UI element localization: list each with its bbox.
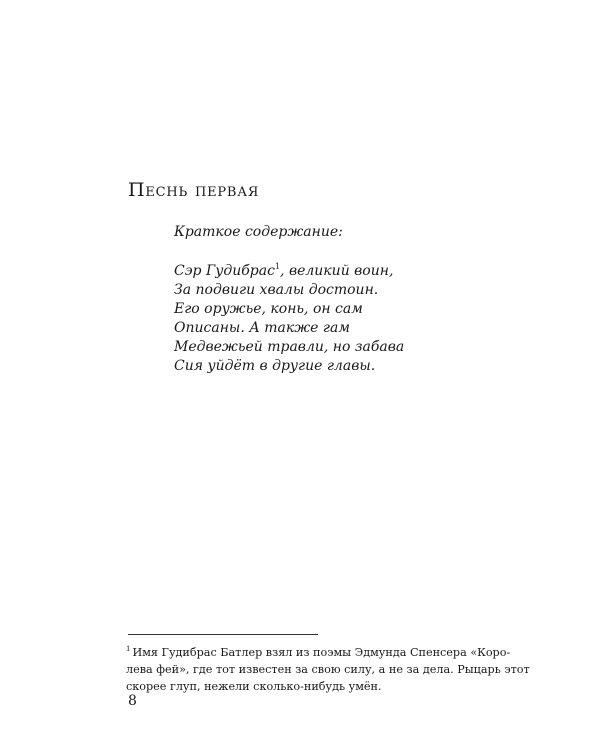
footnote [126, 644, 530, 695]
footnote-divider [128, 634, 318, 635]
footnote-line [126, 644, 511, 661]
verse-line: Его оружье, конь, он сам [174, 301, 363, 317]
footnote-marker: 1 [126, 645, 131, 653]
page-number: 8 [128, 693, 137, 709]
verse-line: Описаны. А также гам [174, 320, 350, 336]
footnote-reference: 1 [274, 262, 281, 271]
verse-line: Медвежьей травли, но забава [174, 339, 405, 355]
footnote-line: скорее глуп, нежели сколько-нибудь умён. [126, 680, 382, 693]
chapter-title: Песнь первая [128, 179, 260, 201]
summary-heading: Краткое содержание: [174, 224, 343, 240]
verse-line [174, 262, 434, 281]
verse-line: Сия уйдёт в другие главы. [174, 358, 376, 374]
footnote-line: лева фей», где тот известен за свою силу, а не за дела. Рыцарь этот [126, 663, 530, 676]
verse-line-1-start: Сэр Гудибрас [174, 263, 275, 279]
verse-line: За подвиги хвалы достоин. [174, 282, 379, 298]
verse-line-1-end: , великий воин, [280, 263, 394, 279]
footnote-text-1: Имя Гудибрас Батлер взял из поэмы Эдмунда Спенсера «Коро- [132, 646, 511, 659]
summary-verse [174, 262, 434, 376]
